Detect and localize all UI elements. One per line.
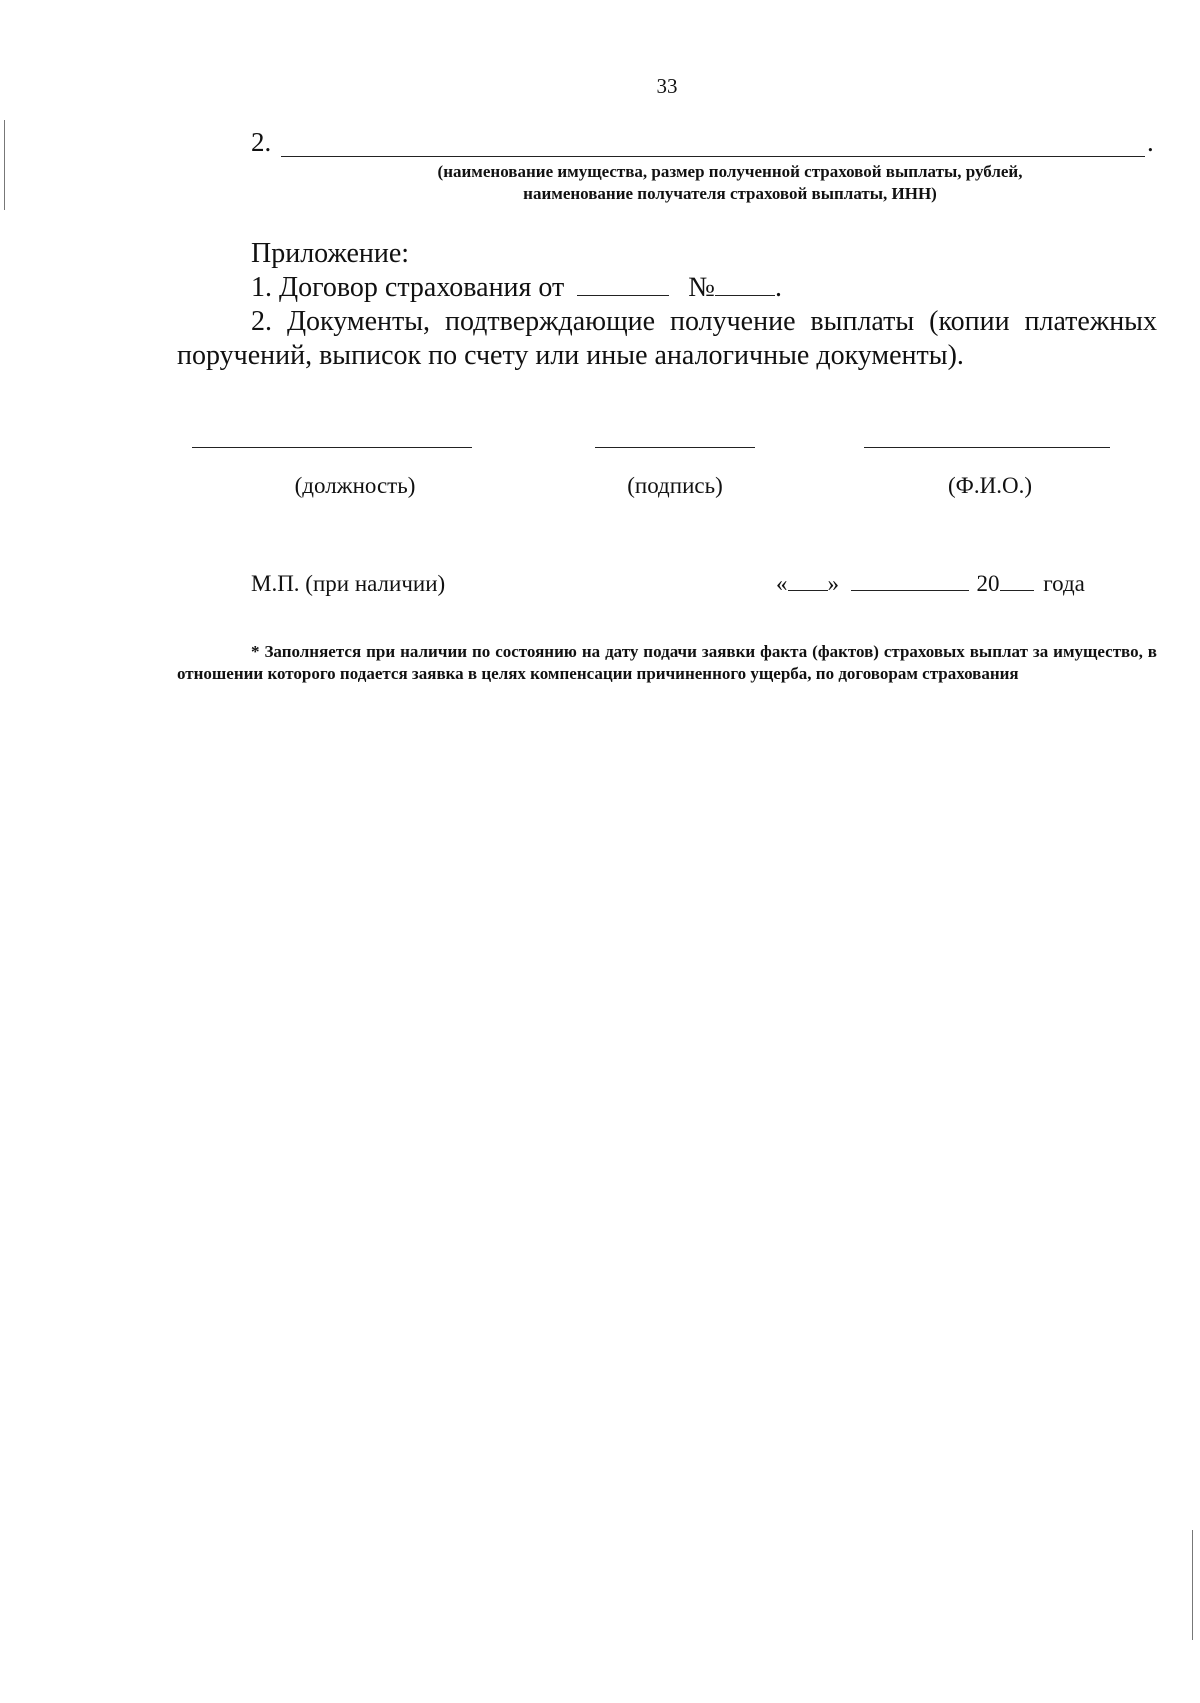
scan-left-margin-mark [4,120,5,210]
date-open-quote: « [776,571,788,596]
contract-number-blank [715,273,775,296]
footnote: * Заполняется при наличии по состоянию на дату подачи заявки факта (фактов) страховых выплат за имущество, в отношении которого подается заявка в целях компенсации причиненного ущерба, по договорам страхования [177,642,1157,683]
signature-line [595,447,755,448]
item2-caption-line1: (наименование имущества, размер полученной страховой выплаты, рублей, [437,162,1023,181]
date-suffix: года [1043,571,1085,596]
day-blank [788,572,828,591]
full-name-signature-line [864,447,1110,448]
date-close-quote: » [827,571,839,596]
date-field [776,571,1085,597]
page-number: 33 [656,74,678,98]
year-prefix: 20 [976,571,1000,596]
appendix-item2: 2. Документы, подтверждающие получение выплаты (копии платежных поручений, выписок по счету или иные аналогичные документы). [177,306,1157,371]
appendix-item1-prefix: 1. Договор страхования от [251,272,565,303]
appendix-item1 [251,272,782,304]
year-blank [1000,572,1034,591]
month-blank [851,572,969,591]
full-name-label: (Ф.И.О.) [948,473,1032,498]
contract-date-blank [577,273,669,296]
item2-caption-line2: наименование получателя страховой выплаты, ИНН) [523,184,937,203]
appendix-title: Приложение: [251,238,410,269]
item2-fill-line [281,156,1145,157]
item2-end-mark: . [1147,127,1154,157]
stamp-label: М.П. (при наличии) [251,571,446,596]
appendix-item1-end: . [775,272,782,303]
item2-number: 2. [251,127,272,157]
appendix-item1-number-sign: № [688,272,715,303]
position-signature-line [192,447,472,448]
position-label: (должность) [294,473,416,498]
item2-caption [300,161,1160,205]
signature-label: (подпись) [627,473,723,498]
scan-right-margin-mark [1192,1530,1193,1640]
